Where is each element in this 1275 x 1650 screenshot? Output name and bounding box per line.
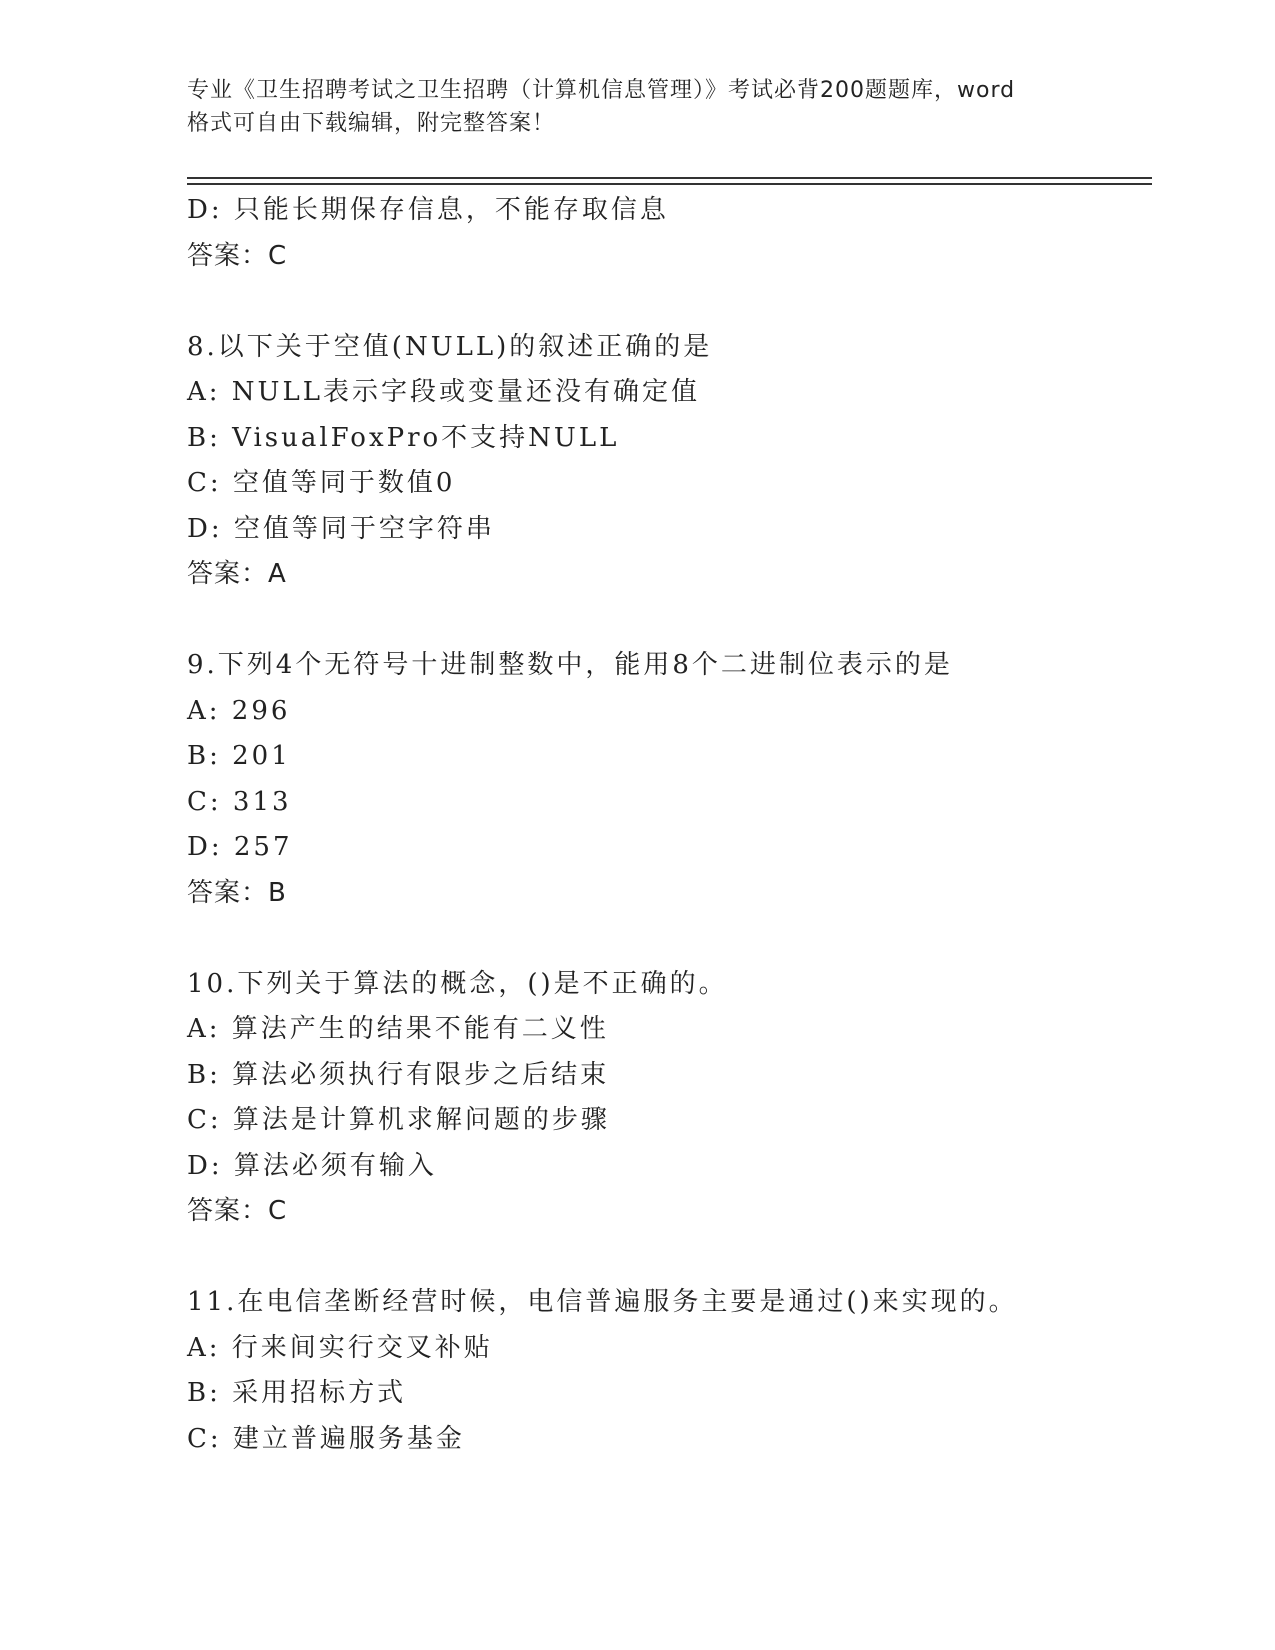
q9-question: 9.下列4个无符号十进制整数中，能用8个二进制位表示的是: [187, 650, 953, 680]
header-title-line-1: 专业《卫生招聘考试之卫生招聘（计算机信息管理）》考试必背200题题库，word: [187, 78, 1016, 103]
spacer: [187, 916, 1147, 962]
spacer: [187, 1235, 1147, 1281]
question-7-remainder: [187, 188, 1147, 279]
header-rule-top: [187, 177, 1152, 179]
q11-option-a: A: 行来间实行交叉补贴: [187, 1332, 493, 1363]
document-header: [187, 74, 1107, 140]
question-list: [187, 188, 1147, 1462]
question-8: [187, 325, 1147, 598]
q10-answer: 答案：C: [187, 1196, 288, 1226]
q8-option-b: B: VisualFoxPro不支持NULL: [187, 422, 620, 453]
q10-option-a: A: 算法产生的结果不能有二义性: [187, 1014, 609, 1044]
q10-option-c: C: 算法是计算机求解问题的步骤: [187, 1105, 610, 1135]
q11-question: 11.在电信垄断经营时候，电信普遍服务主要是通过()来实现的。: [187, 1287, 1018, 1317]
spacer: [187, 598, 1147, 644]
q8-answer: 答案：A: [187, 559, 287, 589]
q11-option-b: B: 采用招标方式: [187, 1378, 407, 1408]
spacer: [187, 279, 1147, 325]
header-rule-bottom: [187, 183, 1152, 185]
q7-answer: 答案：C: [187, 240, 288, 271]
q9-option-d: D: 257: [187, 832, 293, 862]
header-title-line-2: 格式可自由下载编辑，附完整答案！: [187, 111, 556, 136]
question-11: [187, 1280, 1147, 1462]
question-9: [187, 643, 1147, 916]
question-10: [187, 962, 1147, 1235]
q8-option-a: A: NULL表示字段或变量还没有确定值: [187, 377, 700, 407]
q9-option-a: A: 296: [187, 695, 291, 726]
q9-answer: 答案：B: [187, 877, 287, 908]
q11-option-c: C: 建立普遍服务基金: [187, 1423, 465, 1454]
q9-option-c: C: 313: [187, 786, 292, 817]
q8-option-c: C: 空值等同于数值0: [187, 468, 456, 498]
q7-option-d: D: 只能长期保存信息，不能存取信息: [187, 195, 669, 225]
q8-question: 8.以下关于空值(NULL)的叙述正确的是: [187, 331, 713, 362]
q9-option-b: B: 201: [187, 741, 291, 771]
q10-option-b: B: 算法必须执行有限步之后结束: [187, 1059, 610, 1090]
q10-question: 10.下列关于算法的概念，()是不正确的。: [187, 968, 728, 999]
q8-option-d: D: 空值等同于空字符串: [187, 513, 495, 544]
q10-option-d: D: 算法必须有输入: [187, 1150, 437, 1181]
